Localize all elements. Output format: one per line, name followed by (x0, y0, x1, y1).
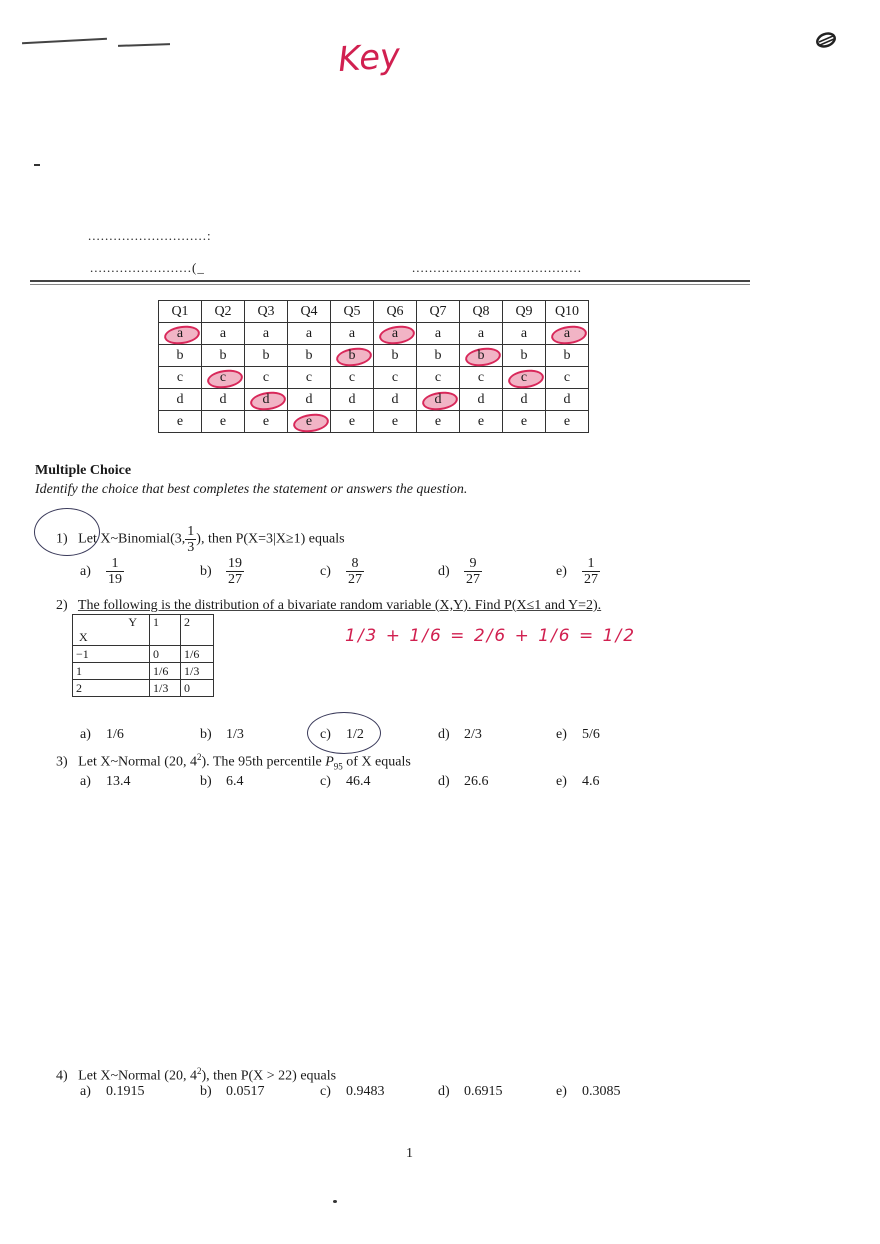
grid-row-c (159, 367, 589, 389)
q3-option-0: a) 13.4 (80, 774, 131, 789)
grid-cell: d (374, 389, 417, 411)
grid-cell: a (374, 323, 417, 345)
grid-cell: c (460, 367, 503, 389)
answer-grid (158, 300, 589, 433)
grid-header-5: Q5 (331, 301, 374, 323)
q2-number: 2) (56, 598, 68, 613)
q3-number: 3) (56, 754, 68, 770)
grid-cell: c (503, 367, 546, 389)
q3-option-1: b) 6.4 (200, 774, 244, 789)
grid-cell: e (159, 411, 202, 433)
q1-stem-post: ), then P(X=3|X≥1) equals (196, 531, 345, 547)
grid-cell: e (202, 411, 245, 433)
q2-stem-text: The following is the distribution of a bivariate random variable (X,Y). Find P(X≤1 and Y=2). (77, 598, 602, 613)
grid-cell: e (331, 411, 374, 433)
grid-header-9: Q9 (503, 301, 546, 323)
grid-header-2: Q2 (202, 301, 245, 323)
grid-cell: d (202, 389, 245, 411)
q2-option-3: d) 2/3 (438, 727, 482, 742)
header-rule (30, 280, 750, 282)
scan-speck-2 (34, 164, 40, 166)
q1-stem-pre: Let X~Binomial(3, (78, 531, 186, 547)
corner-cell: Y X (73, 615, 150, 646)
grid-cell: e (503, 411, 546, 433)
q4-option-0: a) 0.1915 (80, 1084, 145, 1099)
grid-cell: a (202, 323, 245, 345)
grid-cell: e (245, 411, 288, 433)
q1-option-3: d) $\frac{9}{27}$ (438, 556, 480, 587)
grid-header-10: Q10 (546, 301, 589, 323)
q2-handwritten-work: 1/3 + 1/6 = 2/6 + 1/6 = 1/2 (345, 626, 637, 646)
grid-cell: d (417, 389, 460, 411)
grid-row-a (159, 323, 589, 345)
grid-cell: a (159, 323, 202, 345)
q3-option-2: c) 46.4 (320, 774, 371, 789)
grid-cell: c (374, 367, 417, 389)
grid-cell: d (503, 389, 546, 411)
pencil-scribble-icon (814, 30, 838, 55)
grid-cell: e (546, 411, 589, 433)
grid-cell: a (460, 323, 503, 345)
header-rule-thin (30, 284, 750, 285)
grid-cell: a (245, 323, 288, 345)
scan-mark-2 (118, 43, 170, 46)
grid-cell: b (331, 345, 374, 367)
q4-number: 4) (56, 1068, 68, 1084)
grid-cell: b (288, 345, 331, 367)
q1-option-2: c) $\frac{8}{27}$ (320, 556, 362, 587)
grid-header-8: Q8 (460, 301, 503, 323)
grid-cell: d (245, 389, 288, 411)
grid-cell: d (331, 389, 374, 411)
q2-option-0: a) 1/6 (80, 727, 124, 742)
section-title: Multiple Choice (35, 463, 132, 478)
q2-option-4: e) 5/6 (556, 727, 600, 742)
grid-cell: c (417, 367, 460, 389)
grid-cell: b (503, 345, 546, 367)
grid-cell: e (288, 411, 331, 433)
grid-header-7: Q7 (417, 301, 460, 323)
grid-cell: d (546, 389, 589, 411)
dotted-line-3: ........................................ (412, 260, 582, 275)
q2-stem (56, 598, 601, 614)
grid-cell: c (288, 367, 331, 389)
scan-mark-1 (22, 38, 107, 44)
grid-cell: c (331, 367, 374, 389)
q4-option-2: c) 0.9483 (320, 1084, 385, 1099)
section-instructions: Identify the choice that best completes the statement or answers the question. (35, 482, 468, 497)
scan-speck (333, 1200, 337, 1203)
grid-cell: b (417, 345, 460, 367)
q1-option-0: a) $\frac{1}{19}$ (80, 556, 122, 587)
q2-option-1: b) 1/3 (200, 727, 244, 742)
grid-row-b (159, 345, 589, 367)
grid-cell: c (546, 367, 589, 389)
q4-option-3: d) 0.6915 (438, 1084, 503, 1099)
dotted-line-2: ........................(_ (90, 260, 205, 275)
q1-number: 1) (56, 531, 68, 547)
grid-cell: a (417, 323, 460, 345)
q1-option-1: b) $\frac{19}{27}$ (200, 556, 242, 587)
grid-cell: e (460, 411, 503, 433)
grid-cell: d (288, 389, 331, 411)
grid-cell: e (417, 411, 460, 433)
q4-option-1: b) 0.0517 (200, 1084, 265, 1099)
grid-cell: a (503, 323, 546, 345)
q1-stem (56, 524, 345, 555)
grid-cell: d (460, 389, 503, 411)
grid-row-d (159, 389, 589, 411)
grid-header-1: Q1 (159, 301, 202, 323)
grid-cell: c (245, 367, 288, 389)
dotted-line-1: ............................: (88, 228, 212, 243)
grid-cell: b (374, 345, 417, 367)
grid-cell: c (202, 367, 245, 389)
q2-option-2: c) 1/2 (320, 727, 364, 742)
grid-row-e (159, 411, 589, 433)
q1-fraction: $\frac{1}{3}$ (187, 524, 195, 555)
grid-cell: b (202, 345, 245, 367)
q3-stem: 3) Let X~Normal (20, $4^2$). The 95th percentile $P_{95}$ of X equals (56, 752, 411, 772)
grid-cell: c (159, 367, 202, 389)
grid-cell: b (245, 345, 288, 367)
bivariate-table: Y X 1 2 −1 0 1/6 1 1/6 1/3 2 1/3 0 (72, 614, 214, 697)
q4-option-4: e) 0.3085 (556, 1084, 621, 1099)
grid-cell: a (288, 323, 331, 345)
grid-header-3: Q3 (245, 301, 288, 323)
key-label: Key (336, 35, 402, 81)
grid-cell: b (546, 345, 589, 367)
page-number: 1 (406, 1146, 413, 1161)
q4-stem: 4) Let X~Normal (20, $4^2$), then P(X > 22) equals (56, 1066, 337, 1084)
grid-cell: e (374, 411, 417, 433)
grid-cell: a (546, 323, 589, 345)
grid-cell: b (159, 345, 202, 367)
grid-cell: a (331, 323, 374, 345)
q1-option-4: e) $\frac{1}{27}$ (556, 556, 598, 587)
grid-header-4: Q4 (288, 301, 331, 323)
grid-cell: b (460, 345, 503, 367)
grid-cell: d (159, 389, 202, 411)
grid-header-6: Q6 (374, 301, 417, 323)
q3-option-4: e) 4.6 (556, 774, 600, 789)
q3-option-3: d) 26.6 (438, 774, 489, 789)
